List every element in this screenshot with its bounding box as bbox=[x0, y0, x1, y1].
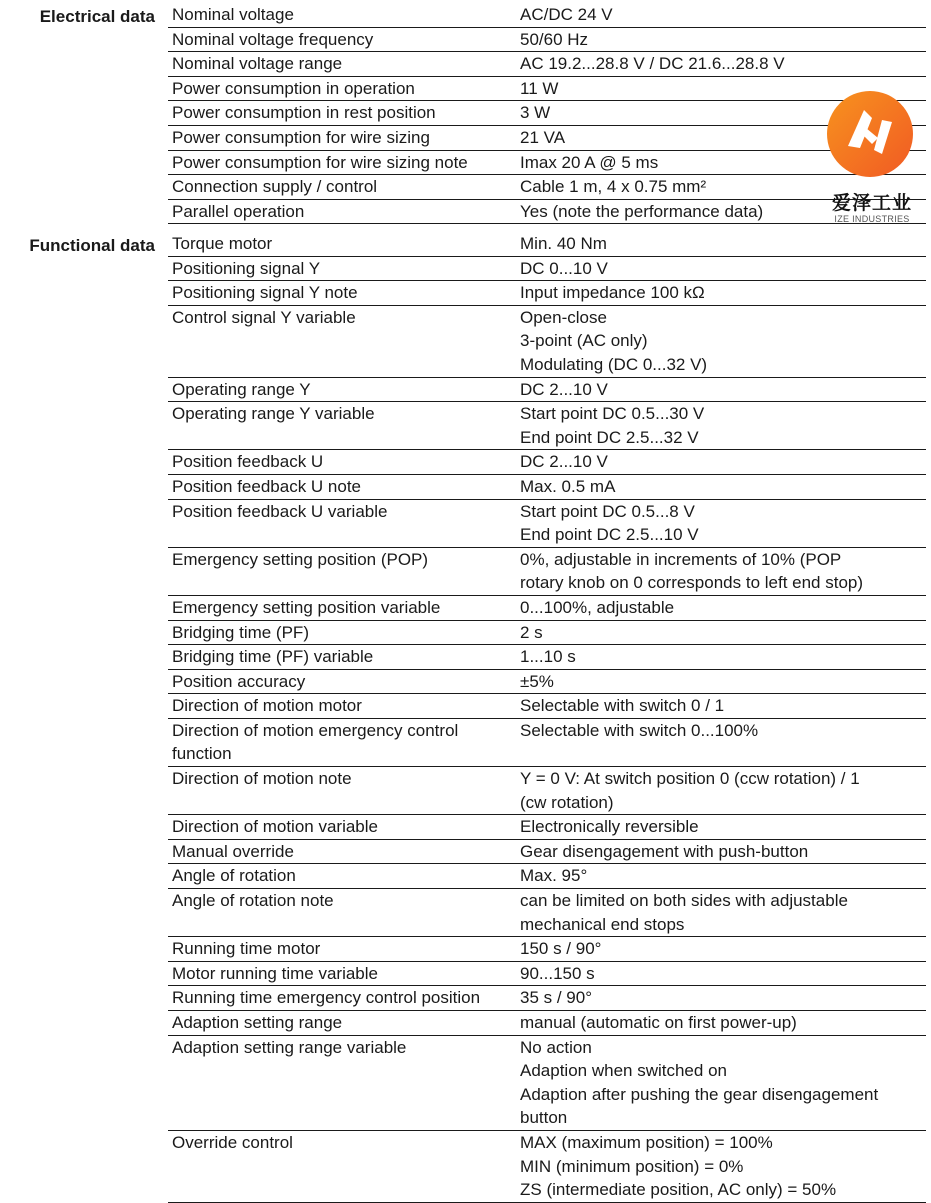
row-label: Positioning signal Y note bbox=[172, 283, 358, 303]
table-row bbox=[168, 475, 926, 500]
row-value-line: 3-point (AC only) bbox=[520, 331, 648, 351]
row-label: Nominal voltage range bbox=[172, 54, 343, 74]
row-value-line: DC 2...10 V bbox=[520, 452, 608, 472]
row-value bbox=[520, 694, 926, 718]
row-value bbox=[520, 500, 926, 547]
functional-data-table bbox=[168, 232, 926, 1203]
row-label: Running time emergency control position bbox=[172, 988, 481, 1008]
row-value-line: 90...150 s bbox=[520, 963, 595, 983]
row-value-line: MIN (minimum position) = 0% bbox=[520, 1156, 744, 1176]
row-value bbox=[520, 548, 926, 595]
table-row bbox=[168, 864, 926, 889]
row-value bbox=[520, 1036, 926, 1130]
row-value-line: DC 0...10 V bbox=[520, 258, 608, 278]
row-value-line: MAX (maximum position) = 100% bbox=[520, 1132, 773, 1152]
row-value bbox=[520, 1011, 926, 1035]
table-row bbox=[168, 200, 926, 225]
row-value-line: can be limited on both sides with adjustable bbox=[520, 891, 848, 911]
row-label: Power consumption for wire sizing note bbox=[172, 152, 468, 172]
logo-brand-cn: 爱泽工业 bbox=[831, 192, 912, 214]
row-value-line: No action bbox=[520, 1037, 592, 1057]
table-row bbox=[168, 889, 926, 937]
row-label: Positioning signal Y bbox=[172, 258, 321, 278]
row-label: Power consumption for wire sizing bbox=[172, 127, 430, 147]
row-label: Operating range Y bbox=[172, 379, 311, 399]
row-value-line: Selectable with switch 0 / 1 bbox=[520, 696, 725, 716]
table-row bbox=[168, 962, 926, 987]
row-value-line: 21 VA bbox=[520, 127, 566, 147]
row-value-line: 50/60 Hz bbox=[520, 29, 589, 49]
row-value bbox=[520, 450, 926, 474]
row-value bbox=[520, 596, 926, 620]
table-row bbox=[168, 1036, 926, 1131]
table-row bbox=[168, 126, 926, 151]
row-label: Connection supply / control bbox=[172, 177, 378, 197]
row-value bbox=[520, 475, 926, 499]
row-value bbox=[520, 378, 926, 402]
row-value-line: Open-close bbox=[520, 307, 607, 327]
row-value-line: Adaption after pushing the gear disengagement bbox=[520, 1084, 879, 1104]
row-value-line: Imax 20 A @ 5 ms bbox=[520, 152, 659, 172]
row-value-line: 0...100%, adjustable bbox=[520, 597, 675, 617]
table-row bbox=[168, 281, 926, 306]
electrical-data-table bbox=[168, 3, 926, 224]
row-label: Position feedback U variable bbox=[172, 501, 388, 521]
row-label: Motor running time variable bbox=[172, 963, 378, 983]
row-value-line: 3 W bbox=[520, 103, 551, 123]
row-value bbox=[520, 815, 926, 839]
table-row bbox=[168, 986, 926, 1011]
table-row bbox=[168, 670, 926, 695]
row-value bbox=[520, 719, 926, 766]
table-row bbox=[168, 645, 926, 670]
row-label: Override control bbox=[172, 1132, 293, 1152]
row-value-line: Adaption when switched on bbox=[520, 1061, 727, 1081]
table-row bbox=[168, 450, 926, 475]
row-value-line: End point DC 2.5...32 V bbox=[520, 427, 699, 447]
row-label: Position feedback U note bbox=[172, 476, 362, 496]
table-row bbox=[168, 621, 926, 646]
row-value bbox=[520, 840, 926, 864]
row-value bbox=[520, 306, 926, 377]
row-value-line: Max. 95° bbox=[520, 866, 588, 886]
row-value-line: AC/DC 24 V bbox=[520, 5, 613, 24]
row-value-line: (cw rotation) bbox=[520, 792, 614, 812]
row-label: Direction of motion variable bbox=[172, 817, 378, 837]
table-row bbox=[168, 306, 926, 378]
table-row bbox=[168, 52, 926, 77]
table-row bbox=[168, 815, 926, 840]
table-row bbox=[168, 3, 926, 28]
row-value-line: 0%, adjustable in increments of 10% (POP bbox=[520, 549, 842, 569]
row-value bbox=[520, 864, 926, 888]
row-value-line: rotary knob on 0 corresponds to left end stop) bbox=[520, 573, 864, 593]
row-value bbox=[520, 232, 926, 256]
section-title-functional: Functional data bbox=[29, 236, 155, 255]
row-value bbox=[520, 621, 926, 645]
table-row bbox=[168, 1011, 926, 1036]
row-value-line: Gear disengagement with push-button bbox=[520, 841, 809, 861]
row-value-line: manual (automatic on first power-up) bbox=[520, 1013, 797, 1032]
row-value-line: ZS (intermediate position, AC only) = 50% bbox=[520, 1180, 837, 1200]
row-label: Nominal voltage frequency bbox=[172, 29, 374, 49]
row-label: Parallel operation bbox=[172, 201, 305, 221]
row-value-line: Max. 0.5 mA bbox=[520, 476, 616, 496]
table-row bbox=[168, 548, 926, 596]
row-value bbox=[520, 1131, 926, 1202]
row-label: Position accuracy bbox=[172, 671, 306, 691]
row-value-line: End point DC 2.5...10 V bbox=[520, 525, 699, 545]
row-label: Operating range Y variable bbox=[172, 404, 375, 424]
table-row bbox=[168, 694, 926, 719]
row-value bbox=[520, 3, 926, 27]
row-value bbox=[520, 986, 926, 1010]
row-value-line: AC 19.2...28.8 V / DC 21.6...28.8 V bbox=[520, 54, 785, 74]
row-label: Adaption setting range bbox=[172, 1013, 343, 1032]
table-row bbox=[168, 767, 926, 815]
row-value-line: Yes (note the performance data) bbox=[520, 201, 764, 221]
row-value-line: 1...10 s bbox=[520, 647, 576, 667]
row-label: Bridging time (PF) variable bbox=[172, 647, 374, 667]
row-value-line: Selectable with switch 0...100% bbox=[520, 720, 759, 740]
row-label: Angle of rotation bbox=[172, 866, 296, 886]
row-value bbox=[520, 645, 926, 669]
table-row bbox=[168, 937, 926, 962]
row-value bbox=[520, 257, 926, 281]
row-value bbox=[520, 889, 926, 936]
row-value-line: Y = 0 V: At switch position 0 (ccw rotation) / 1 bbox=[520, 769, 860, 789]
row-value-line: 2 s bbox=[520, 622, 543, 642]
row-value-line: Electronically reversible bbox=[520, 817, 699, 837]
table-row bbox=[168, 77, 926, 102]
row-label: Direction of motion emergency control function bbox=[172, 720, 459, 764]
row-value-line: Start point DC 0.5...30 V bbox=[520, 404, 705, 424]
table-row bbox=[168, 28, 926, 53]
row-label: Direction of motion note bbox=[172, 769, 352, 789]
row-label: Bridging time (PF) bbox=[172, 622, 309, 642]
table-row bbox=[168, 1131, 926, 1203]
row-value bbox=[520, 962, 926, 986]
row-value bbox=[520, 402, 926, 449]
row-value-line: DC 2...10 V bbox=[520, 379, 608, 399]
table-row bbox=[168, 719, 926, 767]
row-label: Direction of motion motor bbox=[172, 696, 362, 716]
table-row bbox=[168, 257, 926, 282]
row-label: Torque motor bbox=[172, 234, 273, 253]
row-value-line: Cable 1 m, 4 x 0.75 mm² bbox=[520, 177, 707, 197]
row-value bbox=[520, 28, 926, 52]
row-value-line: ±5% bbox=[520, 671, 554, 691]
table-row bbox=[168, 232, 926, 257]
table-row bbox=[168, 101, 926, 126]
row-value-line: Min. 40 Nm bbox=[520, 234, 607, 253]
row-label: Power consumption in operation bbox=[172, 78, 415, 98]
row-label: Running time motor bbox=[172, 939, 321, 959]
table-row bbox=[168, 378, 926, 403]
table-row bbox=[168, 402, 926, 450]
section-title-electrical: Electrical data bbox=[39, 7, 155, 26]
row-label: Manual override bbox=[172, 841, 294, 861]
row-label: Nominal voltage bbox=[172, 5, 294, 24]
ize-logo-icon bbox=[826, 88, 916, 178]
table-row bbox=[168, 596, 926, 621]
row-value bbox=[520, 670, 926, 694]
logo-brand-en: IZE INDUSTRIES bbox=[834, 214, 910, 224]
table-row bbox=[168, 500, 926, 548]
row-value bbox=[520, 767, 926, 814]
row-value-line: Start point DC 0.5...8 V bbox=[520, 501, 695, 521]
row-label: Emergency setting position (POP) bbox=[172, 549, 429, 569]
table-row bbox=[168, 840, 926, 865]
table-row bbox=[168, 151, 926, 176]
row-value bbox=[520, 281, 926, 305]
row-value-line: 11 W bbox=[520, 78, 559, 98]
row-label: Emergency setting position variable bbox=[172, 597, 441, 617]
row-label: Power consumption in rest position bbox=[172, 103, 436, 123]
table-row bbox=[168, 175, 926, 200]
row-value-line: 150 s / 90° bbox=[520, 939, 602, 959]
row-value-line: mechanical end stops bbox=[520, 914, 685, 934]
row-value-line: Input impedance 100 kΩ bbox=[520, 283, 705, 303]
row-label: Position feedback U bbox=[172, 452, 324, 472]
row-value-line: button bbox=[520, 1108, 568, 1128]
row-label: Control signal Y variable bbox=[172, 307, 356, 327]
row-value bbox=[520, 937, 926, 961]
row-value-line: Modulating (DC 0...32 V) bbox=[520, 354, 708, 374]
row-label: Angle of rotation note bbox=[172, 891, 334, 911]
row-value bbox=[520, 52, 926, 76]
row-label: Adaption setting range variable bbox=[172, 1037, 407, 1057]
row-value-line: 35 s / 90° bbox=[520, 988, 593, 1008]
